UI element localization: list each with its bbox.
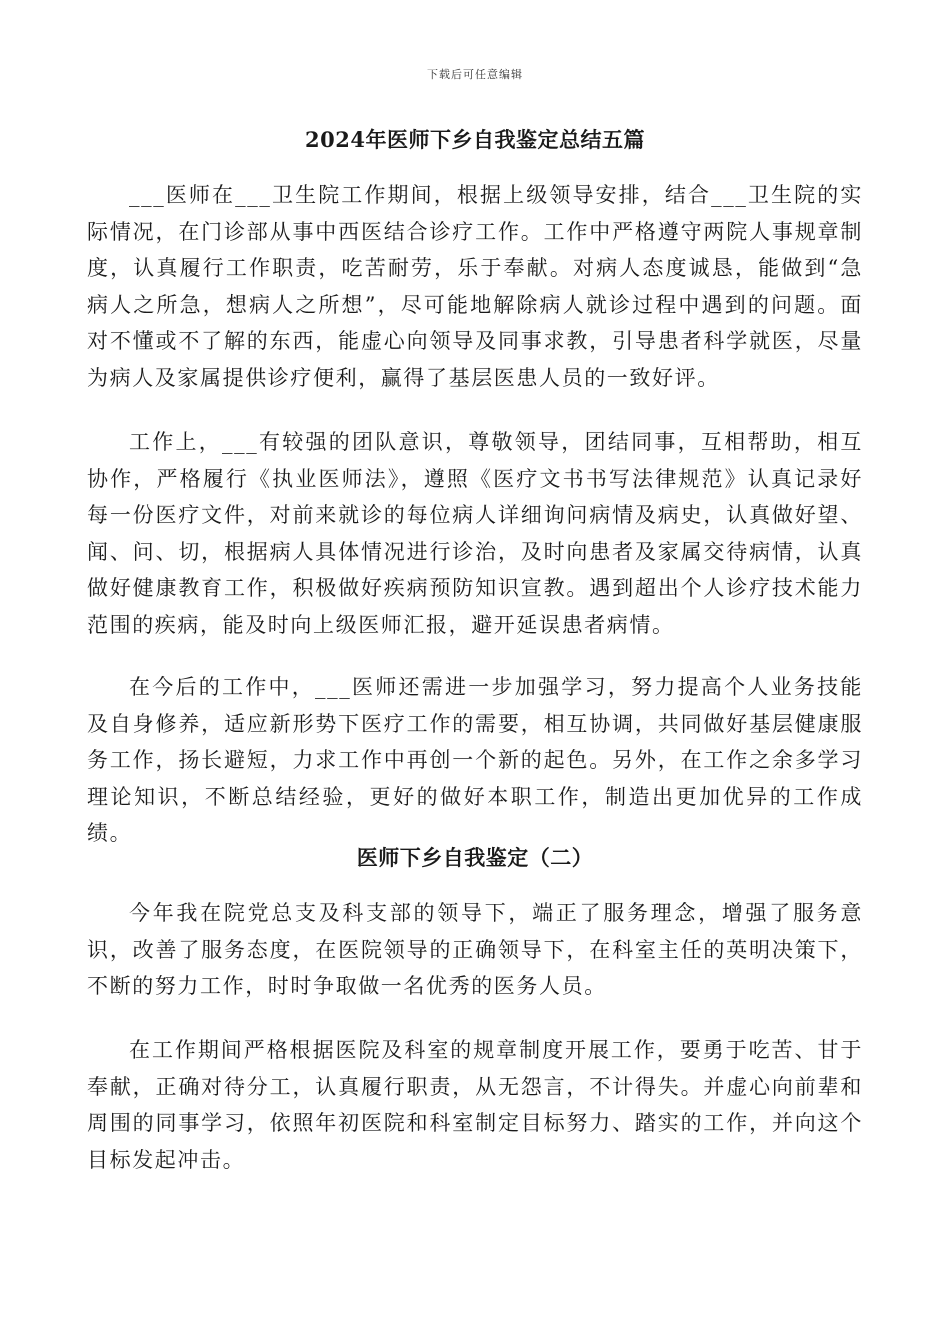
paragraph-block xyxy=(87,1032,863,1178)
paragraph-block xyxy=(87,177,863,397)
body-paragraph: ___医师在___卫生院工作期间，根据上级领导安排，结合___卫生院的实际情况，在门诊部从事中西医结合诊疗工作。工作中严格遵守两院人事规章制度，认真履行工作职责，吃苦耐劳，乐于奉献。对病人态度诚恳，能做到“急病人之所急，想病人之所想”，尽可能地解除病人就诊过程中遇到的问题。面对不懂或不了解的东西，能虚心向领导及同事求教，引导患者科学就医，尽量为病人及家属提供诊疗便利，赢得了基层医患人员的一致好评。 xyxy=(87,183,863,390)
body-paragraph: 工作上，___有较强的团队意识，尊敬领导，团结同事，互相帮助，相互协作，严格履行《执业医师法》，遵照《医疗文书书写法律规范》认真记录好每一份医疗文件，对前来就诊的每位病人详细询问病情及病史，认真做好望、闻、问、切，根据病人具体情况进行诊治，及时向患者及家属交待病情，认真做好健康教育工作，积极做好疾病预防知识宣教。遇到超出个人诊疗技术能力范围的疾病，能及时向上级医师汇报，避开延误患者病情。 xyxy=(87,430,863,637)
section-title: 医师下乡自我鉴定（二） xyxy=(356,845,594,870)
document-title: 2024年医师下乡自我鉴定总结五篇 xyxy=(305,127,645,152)
page-header-note: 下载后可任意编辑 xyxy=(427,68,523,81)
paragraph-block xyxy=(87,424,863,644)
body-paragraph: 今年我在院党总支及科支部的领导下，端正了服务理念，增强了服务意识，改善了服务态度，在医院领导的正确领导下，在科室主任的英明决策下，不断的努力工作，时时争取做一名优秀的医务人员。 xyxy=(87,901,863,999)
body-paragraph: 在工作期间严格根据医院及科室的规章制度开展工作，要勇于吃苦、甘于奉献，正确对待分工，认真履行职责，从无怨言，不计得失。并虚心向前辈和周围的同事学习，依照年初医院和科室制定目标努力、踏实的工作，并向这个目标发起冲击。 xyxy=(87,1038,863,1172)
paragraph-block xyxy=(87,669,863,852)
body-paragraph: 在今后的工作中，___医师还需进一步加强学习，努力提高个人业务技能及自身修养，适应新形势下医疗工作的需要，相互协调，共同做好基层健康服务工作，扬长避短，力求工作中再创一个新的起色。另外，在工作之余多学习理论知识，不断总结经验，更好的做好本职工作，制造出更加优异的工作成绩。 xyxy=(87,675,863,846)
paragraph-block xyxy=(87,895,863,1005)
